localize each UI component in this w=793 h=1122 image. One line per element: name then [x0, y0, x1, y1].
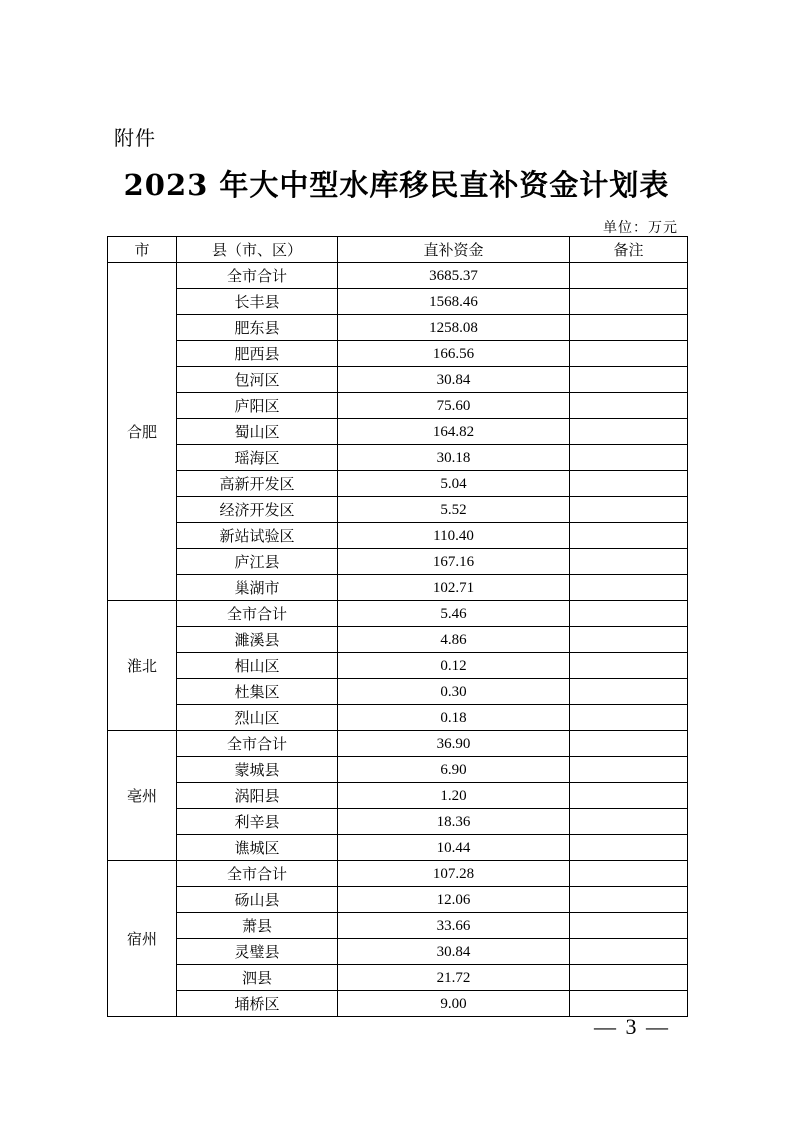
note-cell — [570, 575, 688, 601]
note-cell — [570, 861, 688, 887]
county-cell: 蒙城县 — [177, 757, 338, 783]
note-cell — [570, 289, 688, 315]
amount-cell: 110.40 — [338, 523, 570, 549]
note-cell — [570, 757, 688, 783]
county-cell: 涡阳县 — [177, 783, 338, 809]
amount-cell: 107.28 — [338, 861, 570, 887]
county-cell: 相山区 — [177, 653, 338, 679]
county-cell: 濉溪县 — [177, 627, 338, 653]
table-row — [108, 367, 688, 393]
table-row — [108, 445, 688, 471]
amount-cell: 0.30 — [338, 679, 570, 705]
table-row — [108, 705, 688, 731]
amount-cell: 10.44 — [338, 835, 570, 861]
amount-cell: 75.60 — [338, 393, 570, 419]
note-cell — [570, 393, 688, 419]
county-cell: 全市合计 — [177, 263, 338, 289]
table-row — [108, 289, 688, 315]
table-row — [108, 575, 688, 601]
header-amount: 直补资金 — [338, 237, 570, 263]
amount-cell: 9.00 — [338, 991, 570, 1017]
amount-cell: 30.84 — [338, 367, 570, 393]
county-cell: 肥东县 — [177, 315, 338, 341]
table-row — [108, 263, 688, 289]
note-cell — [570, 601, 688, 627]
table-row — [108, 523, 688, 549]
county-cell: 蜀山区 — [177, 419, 338, 445]
amount-cell: 1568.46 — [338, 289, 570, 315]
note-cell — [570, 419, 688, 445]
county-cell: 全市合计 — [177, 861, 338, 887]
unit-label: 单位：万元 — [603, 220, 678, 236]
page-number: — 3 — — [594, 1014, 670, 1039]
county-cell: 埇桥区 — [177, 991, 338, 1017]
county-cell: 高新开发区 — [177, 471, 338, 497]
table-row — [108, 393, 688, 419]
amount-cell: 4.86 — [338, 627, 570, 653]
table-row — [108, 835, 688, 861]
amount-cell: 1258.08 — [338, 315, 570, 341]
header-note: 备注 — [570, 237, 688, 263]
amount-cell: 18.36 — [338, 809, 570, 835]
note-cell — [570, 471, 688, 497]
table-row — [108, 757, 688, 783]
note-cell — [570, 731, 688, 757]
note-cell — [570, 627, 688, 653]
county-cell: 利辛县 — [177, 809, 338, 835]
amount-cell: 5.04 — [338, 471, 570, 497]
amount-cell: 166.56 — [338, 341, 570, 367]
note-cell — [570, 679, 688, 705]
amount-cell: 102.71 — [338, 575, 570, 601]
county-cell: 烈山区 — [177, 705, 338, 731]
amount-cell: 1.20 — [338, 783, 570, 809]
amount-cell: 36.90 — [338, 731, 570, 757]
note-cell — [570, 913, 688, 939]
county-cell: 泗县 — [177, 965, 338, 991]
amount-cell: 30.84 — [338, 939, 570, 965]
table-row — [108, 315, 688, 341]
table-row — [108, 887, 688, 913]
note-cell — [570, 653, 688, 679]
table-row — [108, 341, 688, 367]
note-cell — [570, 965, 688, 991]
county-cell: 萧县 — [177, 913, 338, 939]
county-cell: 砀山县 — [177, 887, 338, 913]
note-cell — [570, 263, 688, 289]
city-cell: 合肥 — [108, 263, 177, 601]
county-cell: 肥西县 — [177, 341, 338, 367]
amount-cell: 164.82 — [338, 419, 570, 445]
note-cell — [570, 497, 688, 523]
table-row — [108, 419, 688, 445]
county-cell: 巢湖市 — [177, 575, 338, 601]
table-row — [108, 497, 688, 523]
county-cell: 瑶海区 — [177, 445, 338, 471]
county-cell: 全市合计 — [177, 601, 338, 627]
county-cell: 庐阳区 — [177, 393, 338, 419]
city-cell: 亳州 — [108, 731, 177, 861]
amount-cell: 6.90 — [338, 757, 570, 783]
amount-cell: 30.18 — [338, 445, 570, 471]
header-county: 县（市、区） — [177, 237, 338, 263]
table-header-row — [108, 237, 688, 263]
note-cell — [570, 939, 688, 965]
table-row — [108, 471, 688, 497]
table-row — [108, 861, 688, 887]
note-cell — [570, 991, 688, 1017]
amount-cell: 5.52 — [338, 497, 570, 523]
table-row — [108, 653, 688, 679]
note-cell — [570, 315, 688, 341]
header-city: 市 — [108, 237, 177, 263]
note-cell — [570, 887, 688, 913]
note-cell — [570, 523, 688, 549]
table-body — [108, 263, 688, 1017]
table-row — [108, 731, 688, 757]
amount-cell: 12.06 — [338, 887, 570, 913]
city-cell: 宿州 — [108, 861, 177, 1017]
table-row — [108, 913, 688, 939]
attachment-label: 附件 — [114, 126, 156, 150]
table-row — [108, 991, 688, 1017]
note-cell — [570, 835, 688, 861]
amount-cell: 0.12 — [338, 653, 570, 679]
county-cell: 杜集区 — [177, 679, 338, 705]
county-cell: 庐江县 — [177, 549, 338, 575]
table-row — [108, 939, 688, 965]
note-cell — [570, 549, 688, 575]
county-cell: 谯城区 — [177, 835, 338, 861]
amount-cell: 3685.37 — [338, 263, 570, 289]
table-row — [108, 965, 688, 991]
table-row — [108, 627, 688, 653]
city-cell: 淮北 — [108, 601, 177, 731]
amount-cell: 167.16 — [338, 549, 570, 575]
fund-table — [107, 236, 688, 1017]
note-cell — [570, 341, 688, 367]
amount-cell: 33.66 — [338, 913, 570, 939]
table-row — [108, 679, 688, 705]
table-row — [108, 783, 688, 809]
table-row — [108, 809, 688, 835]
amount-cell: 0.18 — [338, 705, 570, 731]
amount-cell: 21.72 — [338, 965, 570, 991]
county-cell: 灵璧县 — [177, 939, 338, 965]
page-title: 2023 年大中型水库移民直补资金计划表 — [123, 168, 670, 202]
table-row — [108, 549, 688, 575]
county-cell: 长丰县 — [177, 289, 338, 315]
note-cell — [570, 783, 688, 809]
note-cell — [570, 367, 688, 393]
county-cell: 包河区 — [177, 367, 338, 393]
table-row — [108, 601, 688, 627]
note-cell — [570, 445, 688, 471]
amount-cell: 5.46 — [338, 601, 570, 627]
note-cell — [570, 809, 688, 835]
county-cell: 全市合计 — [177, 731, 338, 757]
county-cell: 经济开发区 — [177, 497, 338, 523]
county-cell: 新站试验区 — [177, 523, 338, 549]
note-cell — [570, 705, 688, 731]
